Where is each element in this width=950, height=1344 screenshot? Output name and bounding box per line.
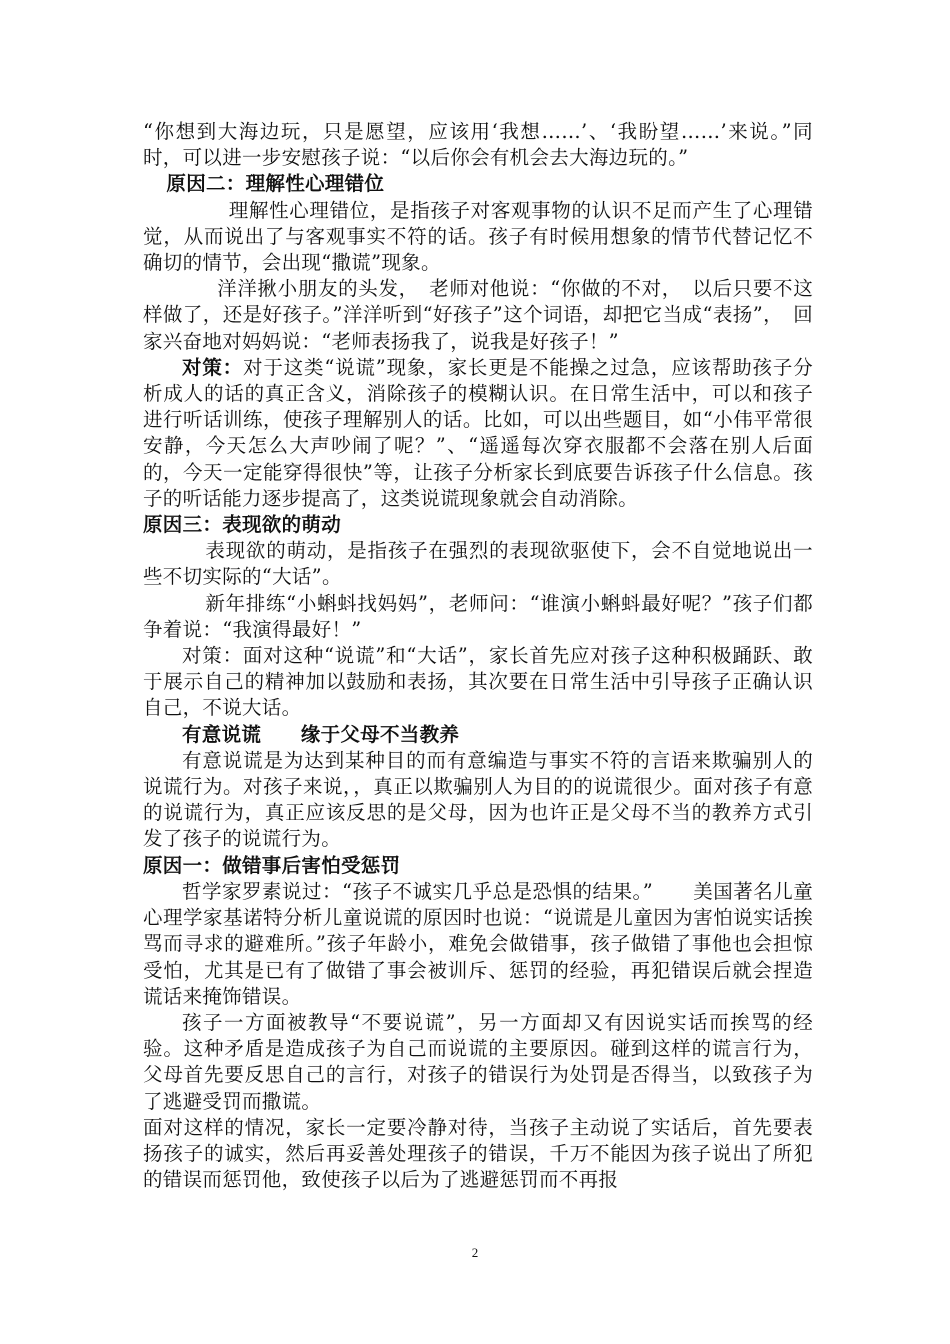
paragraph-example-2: 新年排练“小蝌蚪找妈妈”，老师问：“谁演小蝌蚪最好呢？”孩子们都争着说：“我演得最好！” [143,591,813,641]
paragraph-definition: 理解性心理错位，是指孩子对客观事物的认识不足而产生了心理错觉，从而说出了与客观事实不符的话。孩子有时候用想象的情节代替记忆不确切的情节，会出现“撒谎”现象。 [143,198,813,275]
strategy-text: 对于这类“说谎”现象，家长更是不能操之过急，应该帮助孩子分析成人的话的真正含义，消除孩子的模糊认识。在日常生活中，可以和孩子进行听话训练，使孩子理解别人的话。比如，可以出些题目，如“小伟平常很安静，今天怎么大声吵闹了呢？”、“遥遥每次穿衣服都不会落在别人后面的，今天一定能穿得很快”等，让孩子分析家长到底要告诉孩子什么信息。孩子的听话能力逐步提高了，这类说谎现象就会自动消除。 [143,355,813,510]
document-body [143,119,813,1193]
page-number: 2 [471,1245,479,1260]
paragraph-contradiction: 孩子一方面被教导“不要说谎”，另一方面却又有因说实话而挨骂的经验。这种矛盾是造成孩子为自己而说谎的主要原因。碰到这样的谎言行为，父母首先要反思自己的言行，对孩子的错误行为处罚是否得当，以致孩子为了逃避受罚而撒谎。 [143,1010,813,1113]
paragraph-definition-2: 表现欲的萌动，是指孩子在强烈的表现欲驱使下，会不自觉地说出一些不切实际的“大话”。 [143,539,813,589]
paragraph-example: 洋洋揪小朋友的头发， 老师对他说：“你做的不对， 以后只要不这样做了，还是好孩子。”洋洋听到“好孩子”这个词语，却把它当成“表扬”， 回家兴奋地对妈妈说：“老师表扬我了，说我是好孩子！” [143,277,813,353]
paragraph-intentional-lying: 有意说谎是为达到某种目的而有意编造与事实不符的言语来欺骗别人的说谎行为。对孩子来说，，真正以欺骗别人为目的的说谎很少。面对孩子有意的说谎行为，真正应该反思的是父母，因为也许正是父母不当的教养方式引发了孩子的说谎行为。 [143,748,813,851]
strategy-label: 对策： [182,355,243,379]
section-heading-reason-two: 原因二：理解性心理错位 [166,172,385,196]
section-heading-intentional-lying: 有意说谎 缘于父母不当教养 [182,722,460,746]
paragraph-handling: 面对这样的情况，家长一定要冷静对待，当孩子主动说了实话后，首先要表扬孩子的诚实，然后再妥善处理孩子的错误，千万不能因为孩子说出了所犯的错误而惩罚他，致使孩子以后为了逃避惩罚而不再报 [143,1115,813,1192]
section-heading-reason-one: 原因一：做错事后害怕受惩罚 [143,853,401,877]
section-heading-reason-three: 原因三：表现欲的萌动 [143,513,342,537]
paragraph-strategy-2: 对策：面对这种“说谎”和“大话”，家长首先应对孩子这种积极踊跃、敢于展示自己的精神加以鼓励和表扬，其次要在日常生活中引导孩子正确认识自己，不说大话。 [143,644,813,720]
paragraph-continuation: “你想到大海边玩，只是愿望，应该用‘我想……’、‘我盼望……’来说。”同时，可以进一步安慰孩子说：“以后你会有机会去大海边玩的。” [143,120,813,170]
paragraph-strategy [143,355,813,512]
paragraph-quote: 哲学家罗素说过：“孩子不诚实几乎总是恐惧的结果。” 美国著名儿童心理学家基诺特分析儿童说谎的原因时也说：“说谎是儿童因为害怕说实话挨骂而寻求的避难所。”孩子年龄小，难免会做错事，孩子做错了事他也会担惊受怕，尤其是已有了做错了事会被训斥、惩罚的经验，再犯错误后就会捏造谎话来掩饰错误。 [143,879,813,1008]
